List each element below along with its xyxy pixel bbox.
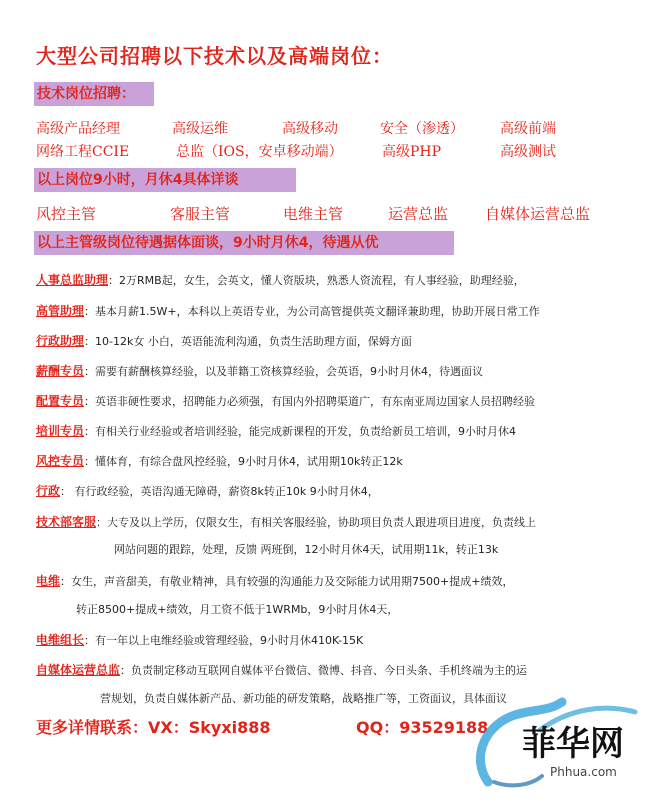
contact-qq: QQ：93529188 xyxy=(356,718,489,737)
manager-title: 运营总监 xyxy=(388,205,449,223)
tech-note-band xyxy=(34,168,296,192)
position-title: 网络工程CCIE xyxy=(36,144,130,160)
job-row xyxy=(36,392,535,409)
position-title: 高级运维 xyxy=(172,121,228,137)
job-row xyxy=(36,362,483,379)
job-text-continued: 网站问题的跟踪，处理，反馈 两班倒，12小时月休4天，试用期11k，转正13k xyxy=(114,543,499,556)
manager-note: 以上主管级岗位待遇据体面谈，9小时月休4，待遇从优 xyxy=(37,235,379,251)
job-text: ： 有行政经验，英语沟通无障碍，薪资8k转正10k 9小时月休4， xyxy=(60,485,379,498)
position-title: 高级PHP xyxy=(382,144,442,160)
contact-vx: 更多详情联系：VX：Skyxi888 xyxy=(36,718,271,737)
job-label: 电维 xyxy=(36,574,61,588)
job-row xyxy=(36,422,516,439)
job-label: 行政 xyxy=(36,484,61,498)
manager-title: 电维主管 xyxy=(283,205,344,223)
job-text: ：英语非硬性要求，招聘能力必须强，有国内外招聘渠道广，有东南亚周边国家人员招聘经验 xyxy=(84,395,536,408)
job-row xyxy=(36,271,525,288)
manager-title: 客服主管 xyxy=(170,205,231,223)
job-row xyxy=(36,661,527,678)
job-label: 配置专员 xyxy=(36,394,85,408)
job-row xyxy=(36,572,513,589)
manager-title: 风控主管 xyxy=(36,205,97,223)
job-row xyxy=(36,482,379,499)
position-title: 安全（渗透） xyxy=(380,121,464,137)
position-title: 总监（IOS，安卓移动端） xyxy=(176,144,343,160)
position-title: 高级测试 xyxy=(500,144,556,160)
job-label: 高管助理 xyxy=(36,304,85,318)
job-row xyxy=(36,302,540,319)
job-text: ：基本月薪1.5W+，本科以上英语专业，为公司高管提供英文翻译兼助理，协助开展日常工作 xyxy=(84,305,540,318)
job-text: ：有相关行业经验或者培训经验，能完成新课程的开发，负责给新员工培训，9小时月休4 xyxy=(84,425,517,438)
position-title: 高级前端 xyxy=(500,121,556,137)
job-label: 培训专员 xyxy=(36,424,85,438)
job-row xyxy=(36,631,363,648)
job-text: ：需要有薪酬核算经验，以及菲籍工资核算经验，会英语，9小时月休4，待遇面议 xyxy=(84,365,484,378)
job-label: 风控专员 xyxy=(36,454,85,468)
watermark-logo xyxy=(470,690,645,795)
job-label: 行政助理 xyxy=(36,334,85,348)
job-text: ：负责制定移动互联网自媒体平台微信、微博、抖音、今日头条、手机终端为主的运 xyxy=(120,664,528,677)
job-label: 人事总监助理 xyxy=(36,273,109,287)
page-title: 大型公司招聘以下技术以及高端岗位： xyxy=(36,44,393,68)
job-row xyxy=(36,452,403,469)
tech-note: 以上岗位9小时，月休4具体详谈 xyxy=(37,172,239,188)
watermark-text: 菲华网 xyxy=(522,724,624,764)
job-row xyxy=(36,332,412,349)
manager-note-band xyxy=(34,231,454,255)
job-text: ：有一年以上电维经验或管理经验，9小时月休410K-15K xyxy=(84,634,364,647)
watermark-url: Phhua.com xyxy=(550,765,617,779)
manager-title: 自媒体运营总监 xyxy=(485,205,591,223)
job-text: ：大专及以上学历，仅限女生，有相关客服经验，协助项目负责人跟进项目进度，负责线上 xyxy=(96,516,537,529)
job-text: ：懂体育，有综合盘风控经验，9小时月休4，试用期10k转正12k xyxy=(84,455,403,468)
job-label: 电维组长 xyxy=(36,633,85,647)
tech-heading-band xyxy=(34,82,154,106)
job-label: 技术部客服 xyxy=(36,515,97,529)
tech-heading: 技术岗位招聘： xyxy=(37,86,135,102)
position-title: 高级产品经理 xyxy=(36,121,120,137)
job-row xyxy=(36,513,536,530)
job-text: ：女生，声音甜美，有敬业精神，具有较强的沟通能力及交际能力试用期7500+提成+绩效， xyxy=(60,575,514,588)
job-text-continued: 转正8500+提成+绩效，月工资不低于1WRMb，9小时月休4天， xyxy=(76,603,399,616)
job-text-continued: 营规划，负责自媒体新产品、新功能的研发策略，战略推广等，工资面议，具体面议 xyxy=(100,692,507,705)
job-label: 薪酬专员 xyxy=(36,364,85,378)
position-title: 高级移动 xyxy=(282,121,338,137)
job-text: ：2万RMB起，女生，会英文，懂人资版块，熟悉人资流程，有人事经验，助理经验， xyxy=(108,274,525,287)
job-text: ：10-12k女 小白，英语能流利沟通，负责生活助理方面，保姆方面 xyxy=(84,335,412,348)
job-label: 自媒体运营总监 xyxy=(36,663,121,677)
